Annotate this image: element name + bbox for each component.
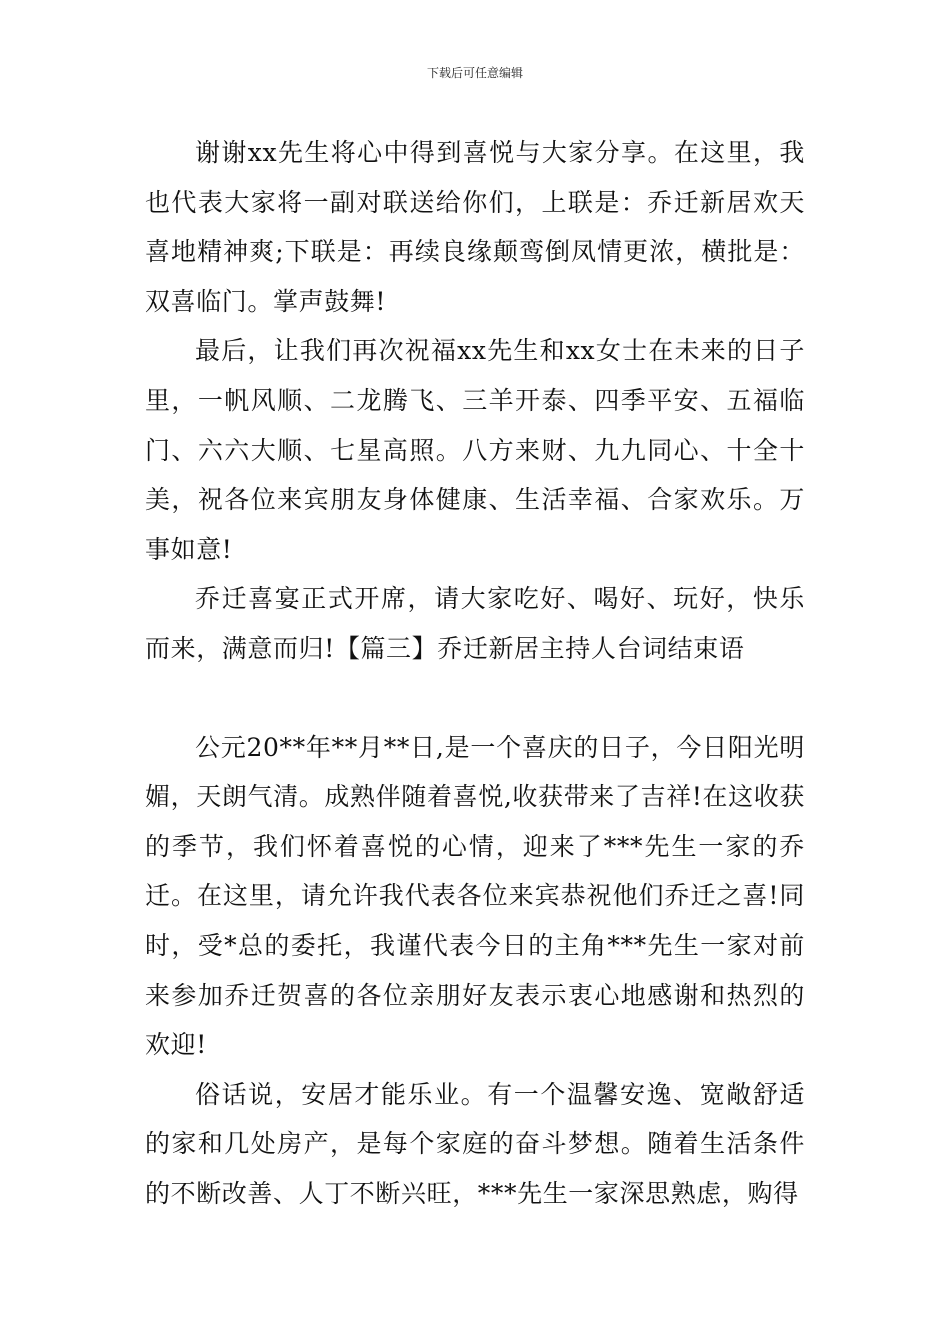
paragraph-home: 俗话说，安居才能乐业。有一个温馨安逸、宽敞舒适的家和几处房产，是每个家庭的奋斗梦想。随着生活条件的不断改善、人丁不断兴旺，***先生一家深思熟虑，购得 <box>145 1079 805 1208</box>
paragraph-couplet: 谢谢xx先生将心中得到喜悦与大家分享。在这里，我也代表大家将一副对联送给你们，上联是：乔迁新居欢天喜地精神爽;下联是：再续良缘颠鸾倒凤情更浓，横批是：双喜临门。掌声鼓舞! <box>145 138 805 316</box>
section-spacer <box>145 674 805 723</box>
document-body <box>145 128 805 1218</box>
paragraph-banquet: 乔迁喜宴正式开席，请大家吃好、喝好、玩好，快乐而来，满意而归!【篇三】乔迁新居主持人台词结束语 <box>145 584 805 663</box>
page-header: 下载后可任意编辑 <box>426 66 523 80</box>
paragraph-blessing: 最后，让我们再次祝福xx先生和xx女士在未来的日子里，一帆风顺、二龙腾飞、三羊开泰、四季平安、五福临门、六六大顺、七星高照。八方来财、九九同心、十全十美，祝各位来宾朋友身体健康、生活幸福、合家欢乐。万事如意! <box>145 336 805 564</box>
paragraph-opening: 公元20**年**月**日,是一个喜庆的日子，今日阳光明媚，天朗气清。成熟伴随着喜悦,收获带来了吉祥!在这收获的季节，我们怀着喜悦的心情，迎来了***先生一家的乔迁。在这里，请允许我代表各位来宾恭祝他们乔迁之喜!同时，受*总的委托，我谨代表今日的主角***先生一家对前来参加乔迁贺喜的各位亲朋好友表示衷心地感谢和热烈的欢迎! <box>145 732 805 1060</box>
